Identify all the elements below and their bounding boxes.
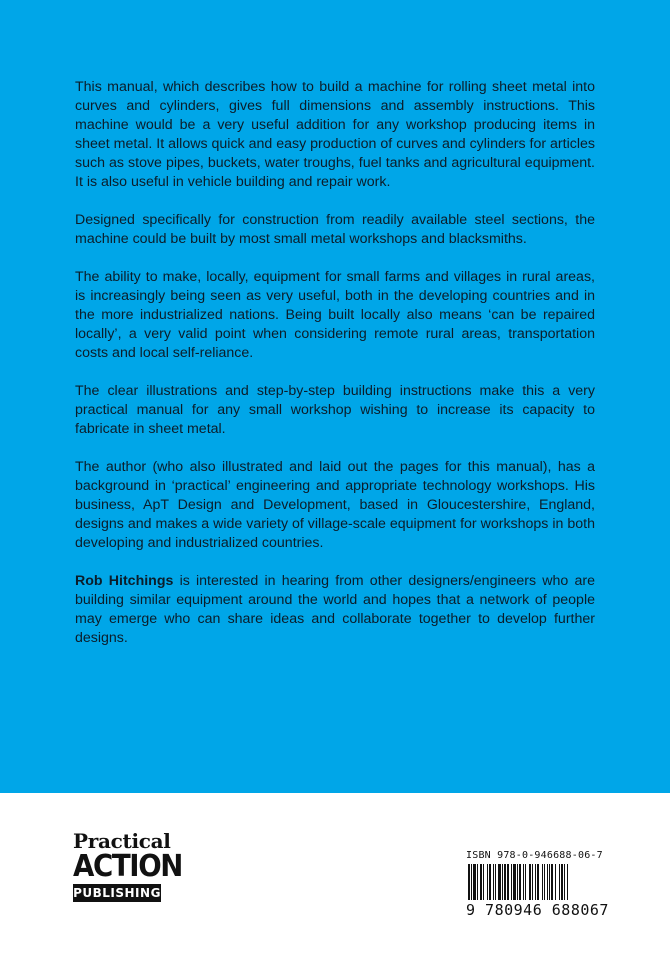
- author-note: is interested in hearing from other designers/engineers who are building similar equipment around the world and hopes that a network of people may emerge who can share ideas and collaborate together to develop further designs.: [75, 573, 595, 646]
- barcode-digits: 9 780946 688067: [466, 901, 609, 919]
- blurb-paragraph-3: The ability to make, locally, equipment for small farms and villages in rural areas, is increasingly being seen as very useful, both in the developing countries and in the more industrialized nations. Being built locally also means ‘can be repaired locally’, a very valid point when considering remote rural areas, transportation costs and local self-reliance.: [75, 269, 595, 361]
- blurb-paragraph-4: The clear illustrations and step-by-step building instructions make this a very practical manual for any small workshop wishing to increase its capacity to fabricate in sheet metal.: [75, 383, 595, 437]
- isbn-block: [466, 850, 609, 919]
- logo-line-publishing: PUBLISHING: [73, 886, 161, 900]
- isbn-label: ISBN 978-0-946688-06-7: [466, 850, 603, 861]
- blurb-paragraph-5: The author (who also illustrated and laid out the pages for this manual), has a background in ‘practical’ engineering and appropriate technology workshops. His business, ApT Design and Development, based in Gloucestershire, England, designs and makes a wide variety of village-scale equipment for workshops in both developing and industrialized countries.: [75, 459, 595, 551]
- author-name: Rob Hitchings: [75, 573, 174, 589]
- publisher-logo: [73, 829, 183, 902]
- logo-line-practical: Practical: [73, 829, 171, 853]
- back-cover-blurb: [75, 78, 595, 667]
- barcode-icon: [466, 864, 601, 900]
- blurb-paragraph-1: This manual, which describes how to build a machine for rolling sheet metal into curves and cylinders, gives full dimensions and assembly instructions. This machine would be a very useful addition for any workshop producing items in sheet metal. It allows quick and easy production of curves and cylinders for articles such as stove pipes, buckets, water troughs, fuel tanks and agricultural equipment. It is also useful in vehicle building and repair work.: [75, 79, 595, 190]
- logo-line-action: ACTION: [73, 849, 183, 884]
- blurb-paragraph-2: Designed specifically for construction from readily available steel sections, the machine could be built by most small metal workshops and blacksmiths.: [75, 212, 595, 247]
- blurb-paragraph-6: [75, 572, 595, 648]
